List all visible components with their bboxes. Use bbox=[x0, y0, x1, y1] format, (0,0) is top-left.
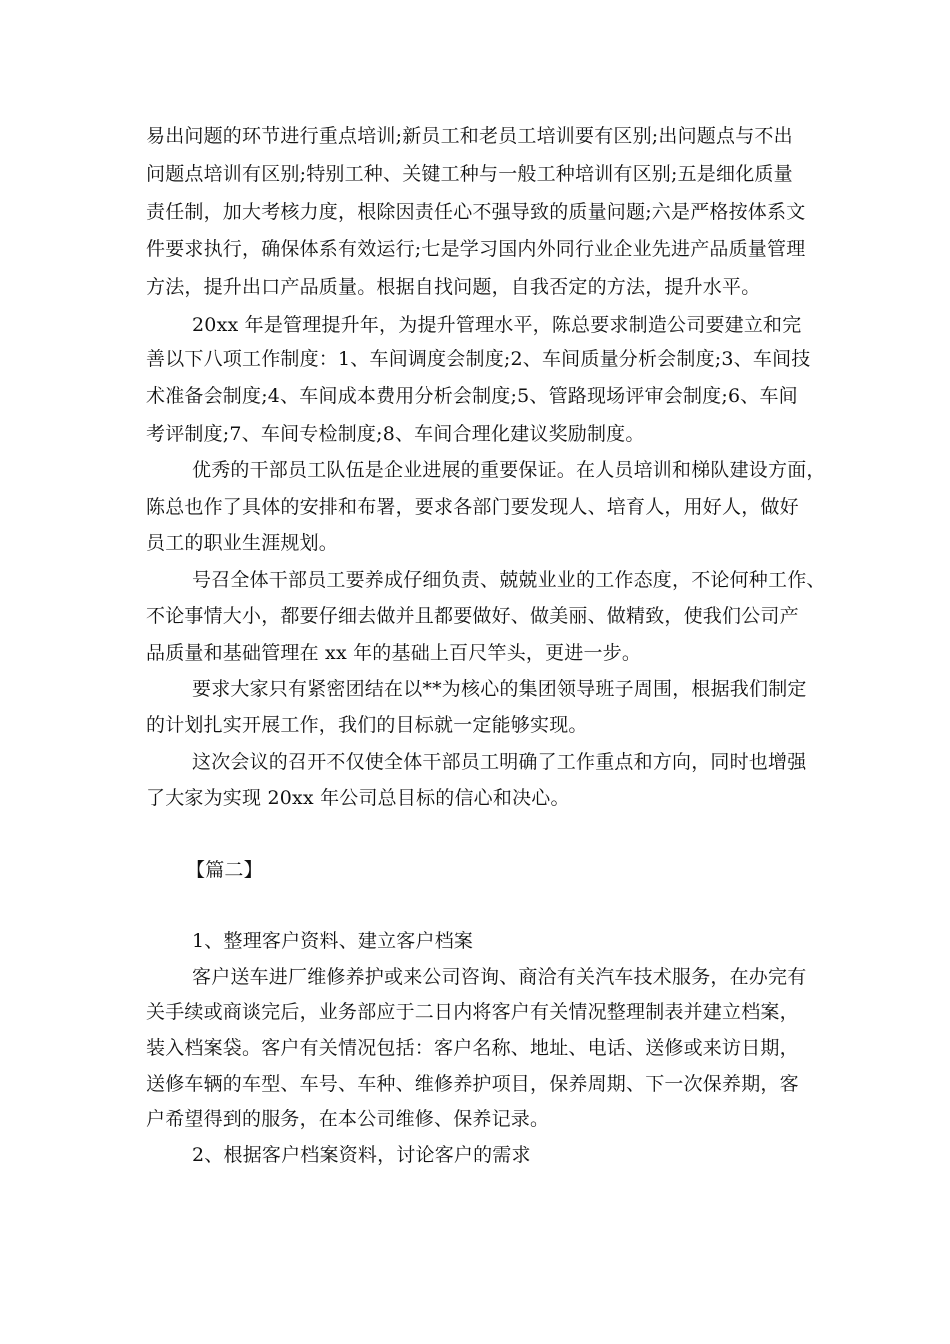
text-line: 品质量和基础管理在 xx 年的基础上百尺竿头，更进一步。 bbox=[146, 642, 642, 664]
text-line: 易出问题的环节进行重点培训;新员工和老员工培训要有区别;出问题点与不出 bbox=[146, 125, 793, 147]
text-line: 20xx 年是管理提升年，为提升管理水平，陈总要求制造公司要建立和完 bbox=[192, 314, 802, 336]
text-line: 责任制，加大考核力度，根除因责任心不强导致的质量问题;六是严格按体系文 bbox=[146, 201, 806, 223]
text-line: 了大家为实现 20xx 年公司总目标的信心和决心。 bbox=[146, 787, 570, 809]
text-line: 员工的职业生涯规划。 bbox=[146, 532, 339, 554]
text-line: 这次会议的召开不仅使全体干部员工明确了工作重点和方向，同时也增强 bbox=[192, 751, 807, 773]
text-line: 不论事情大小，都要仔细去做并且都要做好、做美丽、做精致，使我们公司产 bbox=[146, 605, 799, 627]
text-line: 问题点培训有区别;特别工种、关键工种与一般工种培训有区别;五是细化质量 bbox=[146, 163, 793, 185]
text-line: 术准备会制度;4、车间成本费用分析会制度;5、管路现场评审会制度;6、车间 bbox=[146, 385, 798, 407]
text-line: 考评制度;7、车间专检制度;8、车间合理化建议奖励制度。 bbox=[146, 423, 645, 445]
text-line: 送修车辆的车型、车号、车种、维修养护项目，保养周期、下一次保养期，客 bbox=[146, 1073, 799, 1095]
text-line: 装入档案袋。客户有关情况包括：客户名称、地址、电话、送修或来访日期， bbox=[146, 1037, 799, 1059]
section-heading: 【篇二】 bbox=[186, 859, 263, 881]
text-line: 客户送车进厂维修养护或来公司咨询、商洽有关汽车技术服务，在办完有 bbox=[192, 966, 807, 988]
text-line: 陈总也作了具体的安排和布署，要求各部门要发现人、培育人，用好人，做好 bbox=[146, 496, 799, 518]
text-line: 善以下八项工作制度：1、车间调度会制度;2、车间质量分析会制度;3、车间技 bbox=[146, 348, 811, 370]
item-title: 1、整理客户资料、建立客户档案 bbox=[192, 930, 474, 952]
text-line: 关手续或商谈完后，业务部应于二日内将客户有关情况整理制表并建立档案， bbox=[146, 1001, 799, 1023]
text-line: 的计划扎实开展工作，我们的目标就一定能够实现。 bbox=[146, 714, 588, 736]
text-line: 件要求执行，确保体系有效运行;七是学习国内外同行业企业先进产品质量管理 bbox=[146, 238, 806, 260]
text-line: 方法，提升出口产品质量。根据自找问题，自我否定的方法，提升水平。 bbox=[146, 276, 761, 298]
text-line: 优秀的干部员工队伍是企业进展的重要保证。在人员培训和梯队建设方面， bbox=[192, 459, 826, 481]
item-title: 2、根据客户档案资料，讨论客户的需求 bbox=[192, 1144, 531, 1166]
text-line: 号召全体干部员工要养成仔细负责、兢兢业业的工作态度，不论何种工作、 bbox=[192, 569, 826, 591]
text-line: 户希望得到的服务，在本公司维修、保养记录。 bbox=[146, 1108, 550, 1130]
text-line: 要求大家只有紧密团结在以**为核心的集团领导班子周围，根据我们制定 bbox=[192, 678, 807, 700]
